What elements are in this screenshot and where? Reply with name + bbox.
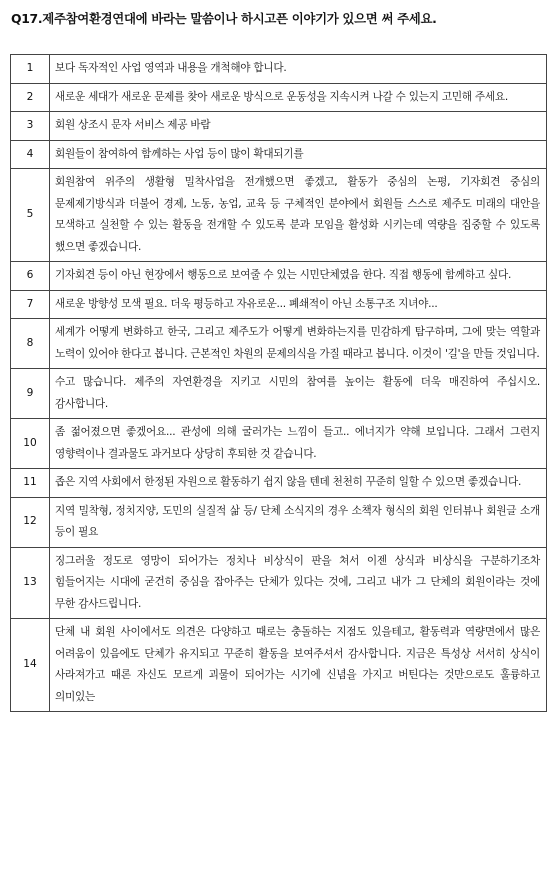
response-text: 기자회견 등이 아닌 현장에서 행동으로 보여줄 수 있는 시민단체였음 한다. 직접 행동에 함께하고 싶다. bbox=[50, 262, 547, 291]
response-text: 징그러울 정도로 영망이 되어가는 정치나 비상식이 판을 쳐서 이젠 상식과 비상식을 구분하기조차 힘들어지는 시대에 굳건히 중심을 잡아주는 단체가 있다는 것에, 그리고 내가 그 단체의 회원이라는 것에 무한 감사드립니다. bbox=[50, 547, 547, 619]
table-row bbox=[11, 262, 547, 291]
row-number: 7 bbox=[11, 290, 50, 319]
table-row bbox=[11, 469, 547, 498]
row-number: 11 bbox=[11, 469, 50, 498]
table-row bbox=[11, 140, 547, 169]
row-number: 13 bbox=[11, 547, 50, 619]
row-number: 9 bbox=[11, 369, 50, 419]
row-number: 1 bbox=[11, 55, 50, 84]
table-row bbox=[11, 319, 547, 369]
row-number: 10 bbox=[11, 419, 50, 469]
response-text: 보다 독자적인 사업 영역과 내용을 개척해야 합니다. bbox=[50, 55, 547, 84]
table-row bbox=[11, 369, 547, 419]
response-text: 좀 젊어졌으면 좋겠어요... 관성에 의해 굴러가는 느낌이 들고.. 에너지가 약해 보입니다. 그래서 그런지 영향력이나 결과물도 과거보다 상당히 후퇴한 것 같습니다. bbox=[50, 419, 547, 469]
row-number: 3 bbox=[11, 112, 50, 141]
response-text: 회원참여 위주의 생활형 밀착사업을 전개했으면 좋겠고, 활동가 중심의 논평, 기자회견 중심의 문제제기방식과 더불어 경제, 노동, 농업, 교육 등 구체적인 분야에서 회원들 스스로 제주도 미래의 대안을 모색하고 실천할 수 있는 활동을 전개할 수 있도록 분과 모임을 활성화 시키는데 역량을 집중할 수 있도록 했으면 좋겠습니다. bbox=[50, 169, 547, 262]
response-text: 수고 많습니다. 제주의 자연환경을 지키고 시민의 참여를 높이는 활동에 더욱 매진하여 주십시오. 감사합니다. bbox=[50, 369, 547, 419]
table-row bbox=[11, 290, 547, 319]
row-number: 8 bbox=[11, 319, 50, 369]
table-row bbox=[11, 619, 547, 712]
row-number: 5 bbox=[11, 169, 50, 262]
response-text: 세계가 어떻게 변화하고 한국, 그리고 제주도가 어떻게 변화하는지를 민감하게 탐구하며, 그에 맞는 역할과 노력이 있어야 한다고 봅니다. 근본적인 차원의 문제의식을 가질 때라고 봅니다. 이것이 '길'을 만들 것입니다. bbox=[50, 319, 547, 369]
response-text: 좁은 지역 사회에서 한정된 자원으로 활동하기 쉽지 않을 텐데 천천히 꾸준히 일할 수 있으면 좋겠습니다. bbox=[50, 469, 547, 498]
row-number: 4 bbox=[11, 140, 50, 169]
row-number: 12 bbox=[11, 497, 50, 547]
table-row bbox=[11, 83, 547, 112]
table-row bbox=[11, 547, 547, 619]
response-text: 단체 내 회원 사이에서도 의견은 다양하고 때로는 충돌하는 지점도 있을테고, 활동력과 역량면에서 많은 어려움이 있음에도 단체가 유지되고 꾸준히 활동을 보여주셔서 감사합니다. 지금은 특성상 서서히 상식이 사라져가고 때론 자신도 모르게 괴물이 되어가는 시기에 신념을 가지고 버틴다는 것만으로도 훌륭하고 의미있는 bbox=[50, 619, 547, 712]
table-row bbox=[11, 55, 547, 84]
response-text: 지역 밀착형, 정치지양, 도민의 실질적 삶 등/ 단체 소식지의 경우 소책자 형식의 회원 인터뷰나 회원글 소개 등이 필요 bbox=[50, 497, 547, 547]
table-row bbox=[11, 169, 547, 262]
table-row bbox=[11, 419, 547, 469]
question-title: Q17.제주참여환경연대에 바라는 말씀이나 하시고픈 이야기가 있으면 써 주세요. bbox=[11, 11, 437, 26]
row-number: 6 bbox=[11, 262, 50, 291]
response-text: 회원들이 참여하여 함께하는 사업 등이 많이 확대되기를 bbox=[50, 140, 547, 169]
table-row bbox=[11, 112, 547, 141]
table-row bbox=[11, 497, 547, 547]
response-text: 회원 상조시 문자 서비스 제공 바람 bbox=[50, 112, 547, 141]
response-text: 새로운 방향성 모색 필요. 더욱 평등하고 자유로운... 폐쇄적이 아닌 소통구조 지녀야... bbox=[50, 290, 547, 319]
row-number: 14 bbox=[11, 619, 50, 712]
responses-table bbox=[10, 54, 547, 712]
row-number: 2 bbox=[11, 83, 50, 112]
response-text: 새로운 세대가 새로운 문제를 찾아 새로운 방식으로 운동성을 지속시켜 나갈 수 있는지 고민해 주세요. bbox=[50, 83, 547, 112]
